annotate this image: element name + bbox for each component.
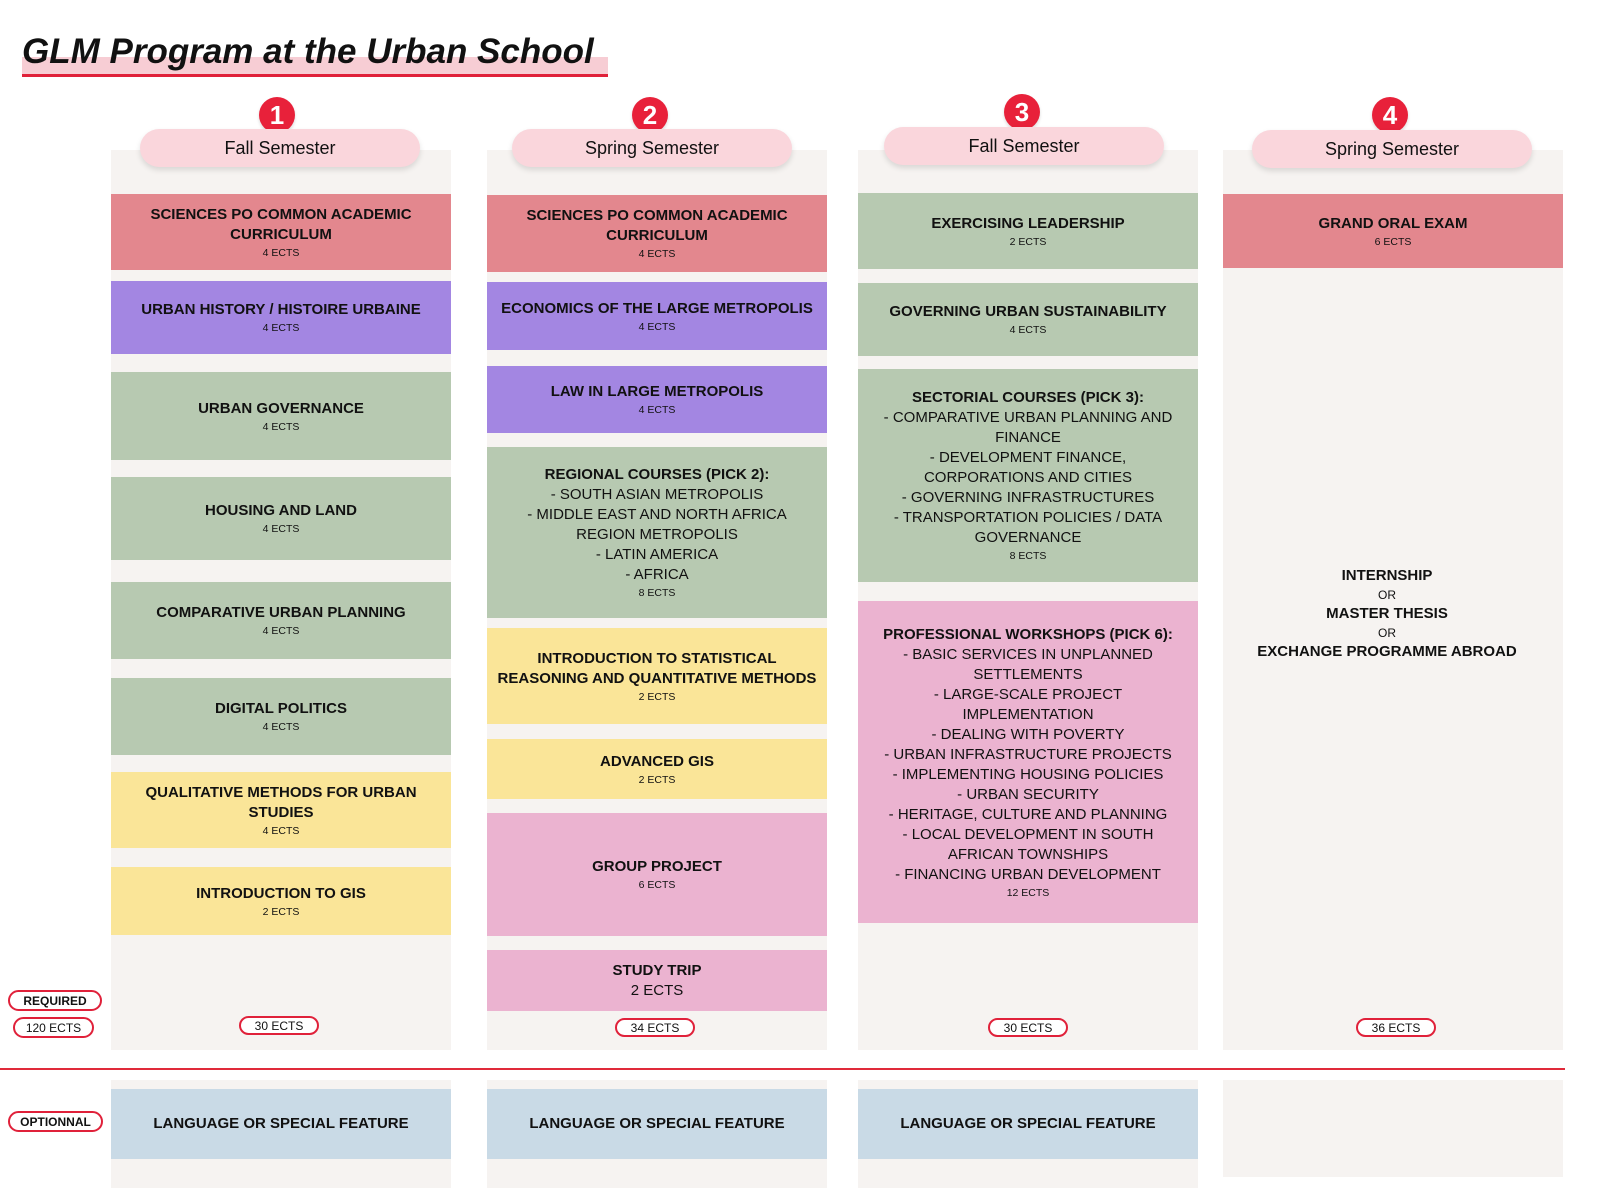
course-title: EXERCISING LEADERSHIP — [931, 214, 1125, 232]
course-title: ADVANCED GIS — [600, 752, 714, 770]
semester-3-total-badge: 30 ECTS — [988, 1018, 1068, 1037]
optional-course-title: LANGUAGE OR SPECIAL FEATURE — [529, 1115, 785, 1132]
semester-1-title: Fall Semester — [140, 129, 420, 167]
course-ects: 4 ECTS — [262, 625, 300, 637]
optional-label: OPTIONNAL — [8, 1111, 103, 1132]
course-box — [858, 369, 1198, 582]
choice-internship: INTERNSHIP — [1341, 567, 1433, 584]
choice-master-thesis: MASTER THESIS — [1326, 605, 1448, 622]
course-box — [487, 739, 827, 799]
course-ects: 2 ECTS — [630, 981, 684, 999]
course-option: - GOVERNING INFRASTRUCTURES — [901, 489, 1155, 506]
course-option: - AFRICA — [625, 566, 689, 583]
course-title: GRAND ORAL EXAM — [1318, 214, 1468, 232]
course-option: - LATIN AMERICA — [595, 546, 719, 563]
course-option: - DEVELOPMENT FINANCE, CORPORATIONS AND CITIES — [923, 449, 1133, 486]
course-title: INTRODUCTION TO GIS — [196, 884, 366, 902]
course-ects: 2 ECTS — [638, 690, 676, 703]
course-option: - SOUTH ASIAN METROPOLIS — [550, 486, 764, 503]
semester-2-number-badge: 2 — [632, 97, 668, 133]
course-title: URBAN GOVERNANCE — [198, 399, 364, 417]
course-ects: 4 ECTS — [262, 824, 300, 837]
course-ects: 2 ECTS — [1009, 235, 1047, 248]
semester-4-title: Spring Semester — [1252, 130, 1532, 168]
course-ects: 2 ECTS — [262, 905, 300, 918]
course-ects: 4 ECTS — [262, 246, 300, 259]
course-ects: 8 ECTS — [638, 587, 676, 599]
course-title: ECONOMICS OF THE LARGE METROPOLIS — [501, 299, 813, 317]
semester-4-total-badge: 36 ECTS — [1356, 1018, 1436, 1037]
optional-course-title: LANGUAGE OR SPECIAL FEATURE — [900, 1115, 1156, 1132]
optional-course-box — [858, 1089, 1198, 1159]
course-title: HOUSING AND LAND — [205, 502, 357, 519]
course-ects: 4 ECTS — [262, 523, 300, 535]
semester-4-optional-column — [1223, 1080, 1563, 1177]
course-option: - MIDDLE EAST AND NORTH AFRICA REGION METROPOLIS — [527, 506, 787, 543]
course-option: - FINANCING URBAN DEVELOPMENT — [895, 865, 1161, 883]
course-title: INTRODUCTION TO STATISTICAL REASONING AND QUANTITATIVE METHODS — [497, 649, 817, 687]
course-ects: 6 ECTS — [1374, 235, 1412, 248]
course-ects: 4 ECTS — [638, 248, 676, 260]
course-box — [111, 372, 451, 460]
semester-4-number-badge: 4 — [1372, 97, 1408, 133]
choice-separator: OR — [1378, 626, 1396, 640]
course-box — [487, 628, 827, 724]
required-optional-divider — [0, 1068, 1565, 1070]
optional-course-box — [111, 1089, 451, 1159]
course-box — [111, 772, 451, 848]
course-box — [487, 366, 827, 433]
course-title: REGIONAL COURSES (PICK 2): — [544, 466, 770, 483]
course-option: - TRANSPORTATION POLICIES / DATA GOVERNANCE — [893, 509, 1163, 546]
course-title: QUALITATIVE METHODS FOR URBAN STUDIES — [145, 783, 417, 821]
semester-2-total-badge: 34 ECTS — [615, 1018, 695, 1037]
course-box — [487, 447, 827, 618]
course-box — [487, 282, 827, 350]
semester-1-total-badge: 30 ECTS — [239, 1016, 319, 1035]
course-box — [1223, 194, 1563, 268]
course-option: - URBAN INFRASTRUCTURE PROJECTS — [884, 745, 1172, 763]
course-box — [111, 477, 451, 560]
course-option: - DEALING WITH POVERTY — [931, 725, 1125, 743]
required-total-badge: 120 ECTS — [13, 1017, 94, 1038]
course-ects: 12 ECTS — [1006, 886, 1050, 899]
course-ects: 4 ECTS — [638, 320, 676, 333]
course-ects: 4 ECTS — [638, 404, 676, 416]
course-title: SCIENCES PO COMMON ACADEMIC CURRICULUM — [526, 207, 788, 244]
course-title: SECTORIAL COURSES (PICK 3): — [912, 389, 1144, 406]
course-box — [858, 193, 1198, 269]
course-ects: 6 ECTS — [638, 879, 676, 891]
required-label: REQUIRED — [8, 990, 102, 1011]
course-title: PROFESSIONAL WORKSHOPS (PICK 6): — [883, 625, 1173, 643]
semester-2-title: Spring Semester — [512, 129, 792, 167]
semester-1-number-badge: 1 — [259, 97, 295, 133]
optional-course-title: LANGUAGE OR SPECIAL FEATURE — [153, 1115, 409, 1132]
course-ects: 8 ECTS — [1009, 550, 1047, 562]
course-box — [858, 283, 1198, 356]
course-box — [111, 281, 451, 354]
course-title: LAW IN LARGE METROPOLIS — [550, 383, 764, 400]
course-option: - IMPLEMENTING HOUSING POLICIES — [892, 765, 1164, 783]
page-title: GLM Program at the Urban School — [22, 32, 608, 77]
course-option: - URBAN SECURITY — [957, 785, 1099, 803]
course-box — [111, 194, 451, 270]
course-ects: 4 ECTS — [262, 721, 300, 733]
course-box — [858, 601, 1198, 923]
course-option: - LARGE-SCALE PROJECT IMPLEMENTATION — [933, 685, 1123, 723]
course-ects: 4 ECTS — [262, 420, 300, 433]
course-ects: 4 ECTS — [262, 322, 300, 334]
course-box — [487, 195, 827, 272]
course-title: GROUP PROJECT — [592, 858, 722, 875]
course-option: - LOCAL DEVELOPMENT IN SOUTH AFRICAN TOWNSHIPS — [902, 825, 1154, 863]
optional-course-box — [487, 1089, 827, 1159]
choice-exchange: EXCHANGE PROGRAMME ABROAD — [1257, 643, 1517, 660]
course-title: SCIENCES PO COMMON ACADEMIC CURRICULUM — [150, 205, 412, 243]
choice-separator: OR — [1378, 588, 1396, 602]
course-box — [487, 813, 827, 936]
course-option: - HERITAGE, CULTURE AND PLANNING — [888, 805, 1168, 823]
course-title: STUDY TRIP — [612, 961, 702, 979]
course-title: URBAN HISTORY / HISTOIRE URBAINE — [141, 301, 421, 318]
course-title: GOVERNING URBAN SUSTAINABILITY — [889, 303, 1167, 320]
semester-3-title: Fall Semester — [884, 127, 1164, 165]
semester-4-choices — [1217, 566, 1557, 662]
course-box — [111, 582, 451, 659]
course-ects: 2 ECTS — [638, 773, 676, 786]
semester-3-number-badge: 3 — [1004, 94, 1040, 130]
course-title: COMPARATIVE URBAN PLANNING — [156, 604, 406, 621]
course-box — [487, 950, 827, 1011]
course-box — [111, 867, 451, 935]
course-option: - BASIC SERVICES IN UNPLANNED SETTLEMENTS — [903, 645, 1153, 683]
course-ects: 4 ECTS — [1009, 324, 1047, 336]
course-title: DIGITAL POLITICS — [215, 700, 347, 717]
course-box — [111, 678, 451, 755]
course-option: - COMPARATIVE URBAN PLANNING AND FINANCE — [883, 409, 1173, 446]
